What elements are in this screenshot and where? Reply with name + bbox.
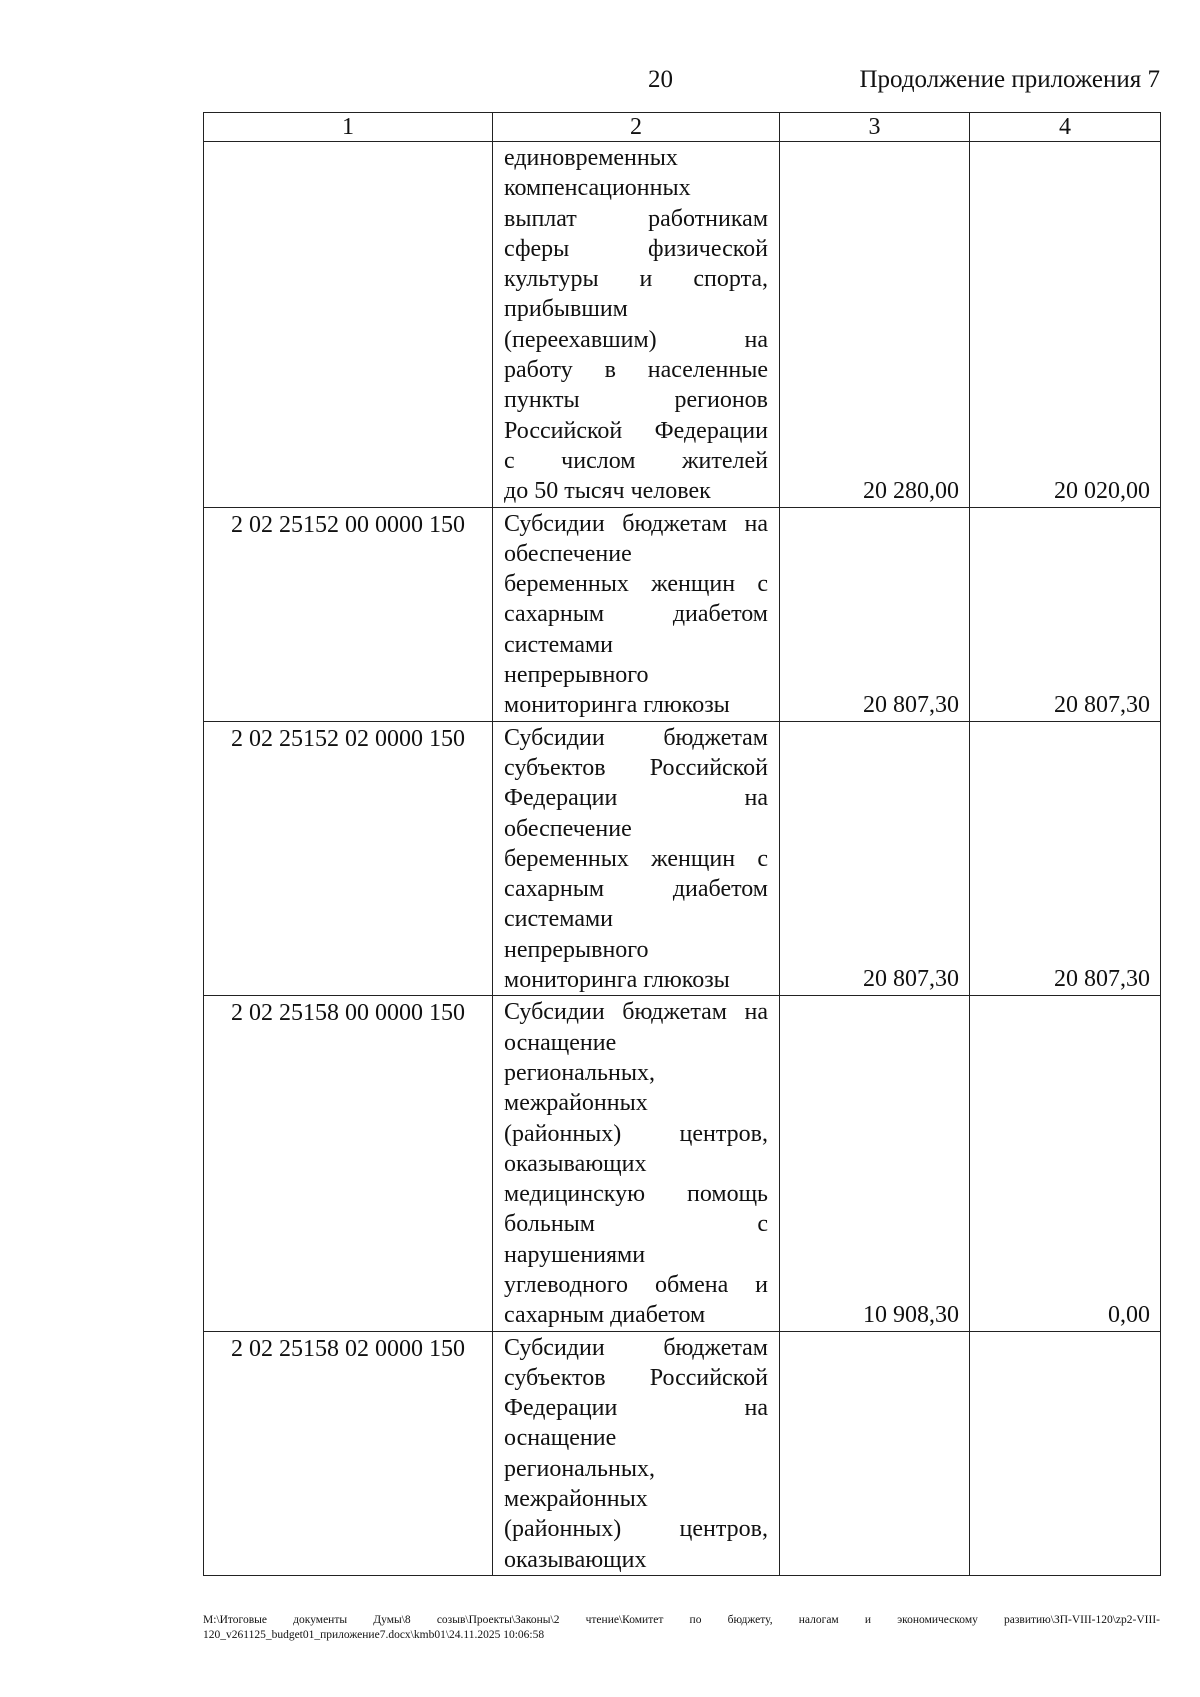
amount-cell-col3 [780, 996, 970, 1331]
income-name-line: культуры и спорта, [504, 266, 768, 293]
income-name-line: мониторинга глюкозы [504, 967, 730, 994]
amount-value: 20 807,30 [1054, 966, 1150, 993]
income-name-cell [493, 507, 780, 721]
page-number: 20 [648, 66, 673, 93]
income-name-line: оказывающих [504, 1150, 647, 1177]
income-name-line: (районных) центров, [504, 1120, 768, 1147]
income-name-line: единовременных [504, 145, 678, 171]
table-body [204, 142, 1161, 1576]
income-name-line: до 50 тысяч человек [504, 478, 711, 505]
budget-table [203, 112, 1161, 1576]
income-name-line: беременных женщин с [504, 571, 768, 598]
table-row [204, 1331, 1161, 1575]
amount-cell-col4 [970, 1331, 1161, 1575]
income-name-line: межрайонных [504, 1486, 648, 1513]
column-header-1: 1 [204, 113, 493, 142]
column-header-3: 3 [780, 113, 970, 142]
page-header [0, 66, 1200, 100]
income-name-line: больным с [504, 1211, 768, 1238]
amount-cell-col4 [970, 142, 1161, 508]
income-name-line: беременных женщин с [504, 845, 768, 872]
income-name-line: Субсидии бюджетам на [504, 510, 768, 537]
income-name-line: Российской Федерации [504, 417, 768, 444]
amount-value: 10 908,30 [863, 1301, 959, 1328]
table-row [204, 142, 1161, 508]
income-name-line: сферы физической [504, 235, 768, 262]
income-name-line: с числом жителей [504, 447, 768, 474]
column-number-row [204, 113, 1161, 142]
income-name-line: сахарным диабетом [504, 601, 768, 628]
income-name-line: компенсационных [504, 175, 691, 202]
income-name-line: медицинскую помощь [504, 1181, 768, 1208]
income-name-line: системами [504, 906, 613, 933]
income-name-line: субъектов Российской [504, 754, 768, 781]
income-name-line: выплат работникам [504, 205, 768, 232]
income-name-line: региональных, [504, 1059, 655, 1086]
income-name-line: оказывающих [504, 1546, 647, 1573]
income-name-cell [493, 1331, 780, 1575]
amount-cell-col3 [780, 721, 970, 996]
appendix-continuation-label: Продолжение приложения 7 [859, 66, 1160, 93]
budget-code-cell: 2 02 25158 02 0000 150 [204, 1331, 493, 1575]
income-name-line: пункты регионов [504, 387, 768, 414]
amount-cell-col3 [780, 507, 970, 721]
income-name-line: (районных) центров, [504, 1516, 768, 1543]
income-name-line: оснащение [504, 1029, 617, 1056]
income-name-line: региональных, [504, 1455, 655, 1482]
income-name-line: сахарным диабетом [504, 876, 768, 903]
table-row [204, 721, 1161, 996]
income-name-line: Субсидии бюджетам [504, 724, 768, 751]
income-name-line: непрерывного [504, 936, 649, 963]
file-path-footer: M:\Итоговые документы Думы\8 созыв\Проекты\Законы\2 чтение\Комитет по бюджету, налогам и экономическому развитию\ЗП-VIII-120\zp2-VIII-120_v261125_budget01_приложение7.docx\kmb01\24.11.2025 10:06:58 [203, 1614, 1160, 1641]
income-name-line: обеспечение [504, 540, 632, 567]
income-name-cell [493, 996, 780, 1331]
income-name-line: работу в населенные [504, 357, 768, 384]
income-name-line: субъектов Российской [504, 1364, 768, 1391]
table-row [204, 507, 1161, 721]
budget-code-cell: 2 02 25158 00 0000 150 [204, 996, 493, 1331]
amount-cell-col3 [780, 1331, 970, 1575]
income-name-line: Субсидии бюджетам [504, 1334, 768, 1361]
income-name-cell [493, 721, 780, 996]
income-name-line: оснащение [504, 1425, 617, 1452]
amount-cell-col4 [970, 996, 1161, 1331]
income-name-line: нарушениями [504, 1241, 646, 1268]
column-header-4: 4 [970, 113, 1161, 142]
amount-cell-col4 [970, 721, 1161, 996]
income-name-line: обеспечение [504, 815, 632, 842]
amount-value: 20 280,00 [863, 477, 959, 504]
table-row [204, 996, 1161, 1331]
income-name-line: (переехавшим) на [504, 326, 768, 353]
income-name-line: Федерации на [504, 785, 768, 812]
amount-value: 20 807,30 [863, 691, 959, 718]
amount-value: 20 020,00 [1054, 477, 1150, 504]
amount-value: 0,00 [1108, 1301, 1150, 1328]
income-name-line: углеводного обмена и [504, 1271, 768, 1298]
income-name-line: непрерывного [504, 662, 649, 689]
amount-value: 20 807,30 [863, 966, 959, 993]
income-name-line: межрайонных [504, 1090, 648, 1117]
income-name-line: Субсидии бюджетам на [504, 999, 768, 1026]
income-name-line: системами [504, 631, 613, 658]
amount-cell-col3 [780, 142, 970, 508]
income-name-line: сахарным диабетом [504, 1302, 706, 1329]
amount-value: 20 807,30 [1054, 691, 1150, 718]
budget-code-cell: 2 02 25152 00 0000 150 [204, 507, 493, 721]
income-name-line: Федерации на [504, 1395, 768, 1422]
income-name-cell [493, 142, 780, 508]
column-header-2: 2 [493, 113, 780, 142]
budget-code-cell [204, 142, 493, 508]
income-name-line: прибывшим [504, 296, 628, 323]
amount-cell-col4 [970, 507, 1161, 721]
budget-code-cell: 2 02 25152 02 0000 150 [204, 721, 493, 996]
income-name-line: мониторинга глюкозы [504, 692, 730, 719]
